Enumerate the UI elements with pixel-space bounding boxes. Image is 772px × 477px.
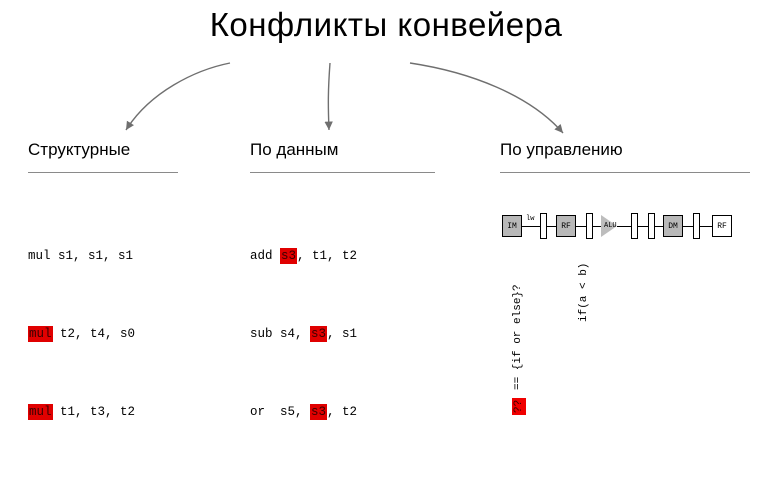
pipeline-stage-alu: ALU <box>604 222 617 230</box>
column-structural <box>28 140 178 477</box>
code-text: , t1, t2 <box>297 249 358 263</box>
pipeline-diagram <box>502 208 752 248</box>
curved-arrow-icon-middle <box>328 63 330 130</box>
code-line <box>28 399 178 425</box>
column-heading-structural: Структурные <box>28 140 131 159</box>
pipeline-register-3 <box>631 213 638 239</box>
highlight-token: s3 <box>281 249 297 263</box>
pipeline-wire <box>683 226 693 227</box>
pipeline-wire <box>655 226 663 227</box>
code-text: , s1 <box>327 327 358 341</box>
control-condition-label: if(a < b) <box>578 262 590 322</box>
pipeline-register-1 <box>540 213 547 239</box>
column-control <box>500 140 750 191</box>
control-highlight-label: ?? <box>513 399 525 413</box>
pipeline-stage-im: IM <box>502 215 522 237</box>
code-line <box>28 243 178 269</box>
pipeline-wire <box>638 226 648 227</box>
highlight-token: mul <box>29 327 52 341</box>
pipeline-stage-rf: RF <box>556 215 576 237</box>
pipeline-register-5 <box>693 213 700 239</box>
pipeline-wire <box>576 226 586 227</box>
highlight-token: s3 <box>311 405 327 419</box>
code-text: t2, t4, s0 <box>52 327 136 341</box>
divider-structural <box>28 172 178 173</box>
code-line <box>28 321 178 347</box>
divider-control <box>500 172 750 173</box>
pipeline-register-4 <box>648 213 655 239</box>
control-branch-label: == {if or else}? <box>512 284 524 390</box>
pipeline-register-2 <box>586 213 593 239</box>
pipeline-wire <box>593 226 601 227</box>
highlight-token: s3 <box>311 327 327 341</box>
code-block-structural <box>28 191 178 477</box>
code-text: t1, t3, t2 <box>52 405 136 419</box>
curved-arrow-icon-right <box>410 63 563 133</box>
pipeline-wire <box>700 226 712 227</box>
code-text: sub s4, <box>250 327 311 341</box>
pipeline-stage-dm: DM <box>663 215 683 237</box>
column-heading-data: По данным <box>250 140 339 159</box>
page-title: Конфликты конвейера <box>209 6 563 43</box>
pipeline-wire <box>522 226 540 227</box>
pipeline-wire <box>547 226 556 227</box>
code-text: , t2 <box>327 405 358 419</box>
code-text: mul s1, s1, s1 <box>28 249 134 263</box>
divider-data <box>250 172 435 173</box>
code-text: add <box>250 249 281 263</box>
code-text: or s5, <box>250 405 311 419</box>
code-line <box>250 321 435 347</box>
curved-arrow-icon-left <box>126 63 230 130</box>
pipeline-wire <box>617 226 631 227</box>
code-line <box>250 399 435 425</box>
highlight-token: mul <box>29 405 52 419</box>
code-block-data <box>250 191 435 477</box>
column-heading-control: По управлению <box>500 140 623 159</box>
pipeline-stage-rf2: RF <box>712 215 732 237</box>
code-line <box>250 243 435 269</box>
pipeline-edge-label: lw <box>526 215 535 223</box>
column-data <box>250 140 435 477</box>
